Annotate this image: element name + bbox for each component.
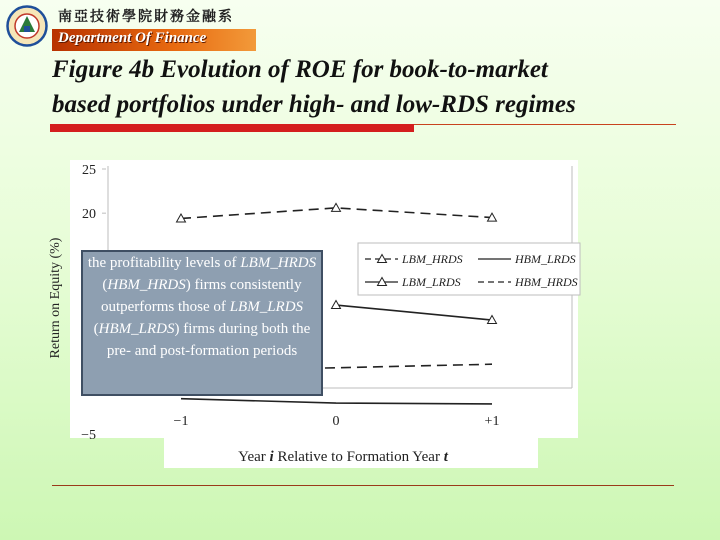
callout-text-4: (: [93, 321, 99, 337]
x-tick-label: −1: [173, 414, 189, 429]
x-tick-label: 0: [332, 414, 340, 429]
chart-legend: [358, 243, 580, 295]
callout-code-lbm-lrds: LBM_LRDS: [229, 299, 304, 315]
legend-label: HBM_HRDS: [515, 275, 578, 289]
callout-code-lbm-hrds: LBM_HRDS: [240, 255, 317, 271]
callout-code-hbm-hrds: HBM_HRDS: [107, 277, 186, 293]
y-tick-label: −5: [81, 428, 96, 443]
legend-label: HBM_LRDS: [515, 252, 576, 266]
callout-text-3: ) firms consistently outperforms those of: [100, 277, 302, 315]
callout-text-5: ) firms during both the pre- and post-formation periods: [106, 321, 311, 359]
slide-title-line-2: based portfolios under high- and low-RDS regimes: [52, 91, 576, 118]
y-axis-label: Return on Equity (%): [48, 237, 63, 359]
callout-text-1: the profitability levels of: [87, 255, 241, 271]
x-axis-label: Year i Relative to Formation Year t: [238, 449, 448, 465]
annotation-callout: [81, 250, 323, 396]
y-tick-label: 25: [82, 163, 96, 178]
callout-code-hbm-lrds: HBM_LRDS: [98, 321, 175, 337]
legend-label: LBM_HRDS: [402, 252, 463, 266]
legend-label: LBM_LRDS: [402, 275, 461, 289]
x-tick-label: +1: [484, 414, 500, 429]
department-name-english: Department Of Finance: [58, 30, 207, 46]
footer-rule: [52, 485, 674, 486]
y-tick-label: 20: [82, 207, 96, 223]
department-name-chinese: 南亞技術學院財務金融系: [58, 9, 234, 25]
slide-title-line-1: Figure 4b Evolution of ROE for book-to-market: [52, 56, 548, 83]
callout-text-2: (: [102, 277, 108, 293]
